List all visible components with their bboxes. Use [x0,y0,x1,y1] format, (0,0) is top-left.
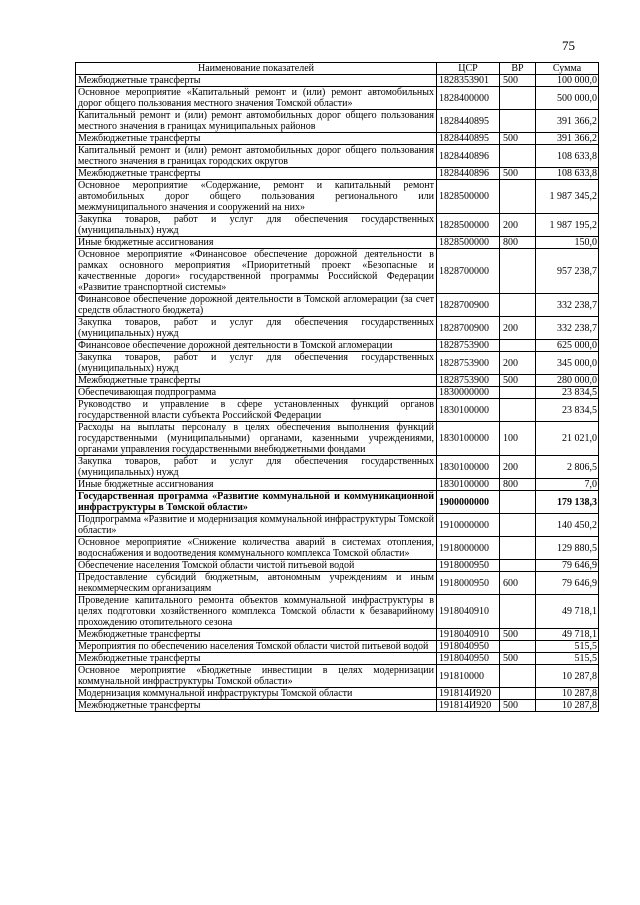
row-sum: 2 806,5 [536,456,599,479]
table-row [76,145,599,168]
row-csr: 1828440895 [437,133,500,145]
row-csr: 1918000950 [437,560,500,572]
table-row [76,352,599,375]
table-row [76,641,599,653]
row-vr [500,294,536,317]
row-sum: 1 987 195,2 [536,214,599,237]
row-name: Иные бюджетные ассигнования [76,237,437,249]
row-sum: 23 834,5 [536,387,599,399]
budget-table [75,62,599,712]
row-sum: 79 646,9 [536,572,599,595]
row-sum: 21 021,0 [536,422,599,456]
table-row [76,340,599,352]
row-name: Мероприятия по обеспечению населения Томской области чистой питьевой водой [76,641,437,653]
table-row [76,133,599,145]
row-vr: 500 [500,700,536,712]
row-sum: 49 718,1 [536,629,599,641]
row-name: Основное мероприятие «Снижение количества аварий в системах отопления, водоснабжения и водоотведения коммунального комплекса Томской области» [76,537,437,560]
row-vr: 800 [500,237,536,249]
row-vr [500,641,536,653]
table-row [76,87,599,110]
table-row [76,422,599,456]
row-name: Закупка товаров, работ и услуг для обеспечения государственных (муниципальных) нужд [76,456,437,479]
row-name: Государственная программа «Развитие коммунальной и коммуникационной инфраструктуры в Томской области» [76,491,437,514]
table-row [76,537,599,560]
row-vr [500,537,536,560]
row-vr [500,110,536,133]
row-vr [500,665,536,688]
header-sum: Сумма [536,63,599,75]
row-sum: 49 718,1 [536,595,599,629]
row-vr: 500 [500,375,536,387]
row-name: Основное мероприятие «Содержание, ремонт и капитальный ремонт автомобильных дорог общего пользования регионального или межмуниципального значения и сооружений на них» [76,180,437,214]
row-csr: 1828353901 [437,75,500,87]
row-sum: 108 633,8 [536,168,599,180]
table-header-row [76,63,599,75]
row-name: Закупка товаров, работ и услуг для обеспечения государственных (муниципальных) нужд [76,352,437,375]
row-csr: 1830100000 [437,399,500,422]
row-sum: 345 000,0 [536,352,599,375]
table-row [76,214,599,237]
row-csr: 1830100000 [437,479,500,491]
table-row [76,560,599,572]
row-csr: 1828400000 [437,87,500,110]
table-row [76,237,599,249]
row-name: Межбюджетные трансферты [76,629,437,641]
row-name: Проведение капитального ремонта объектов коммунальной инфраструктуры в целях подготовки хозяйственного комплекса Томской области к безаварийному прохождению отопительного сезона [76,595,437,629]
row-sum: 515,5 [536,653,599,665]
row-vr: 500 [500,168,536,180]
row-csr: 1918000950 [437,572,500,595]
row-vr: 500 [500,629,536,641]
row-vr [500,595,536,629]
row-vr [500,560,536,572]
row-sum: 100 000,0 [536,75,599,87]
row-name: Капитальный ремонт и (или) ремонт автомобильных дорог общего пользования местного значения в границах городских округов [76,145,437,168]
row-vr: 200 [500,214,536,237]
row-vr [500,340,536,352]
row-name: Капитальный ремонт и (или) ремонт автомобильных дорог общего пользования местного значения в границах муниципальных районов [76,110,437,133]
row-vr: 200 [500,317,536,340]
table-row [76,479,599,491]
row-name: Основное мероприятие «Финансовое обеспечение дорожной деятельности в рамках основного мероприятия «Приоритетный проект «Безопасные и качественные дороги» государственной программы Российской Федерации «Развитие транспортной системы» [76,249,437,294]
row-name: Закупка товаров, работ и услуг для обеспечения государственных (муниципальных) нужд [76,317,437,340]
row-name: Основное мероприятие «Бюджетные инвестиции в целях модернизации коммунальной инфраструктуры Томской области» [76,665,437,688]
row-csr: 191814И920 [437,700,500,712]
row-vr: 600 [500,572,536,595]
row-csr: 1918040950 [437,653,500,665]
row-vr [500,491,536,514]
table-row [76,387,599,399]
row-name: Межбюджетные трансферты [76,375,437,387]
row-vr [500,688,536,700]
row-name: Обеспечивающая подпрограмма [76,387,437,399]
row-vr [500,514,536,537]
row-sum: 150,0 [536,237,599,249]
table-row [76,700,599,712]
table-row [76,688,599,700]
row-csr: 1828500000 [437,237,500,249]
row-sum: 332 238,7 [536,317,599,340]
row-sum: 79 646,9 [536,560,599,572]
row-csr: 1828700900 [437,294,500,317]
row-vr [500,145,536,168]
row-csr: 1828753900 [437,352,500,375]
page-number: 75 [562,38,575,53]
row-name: Межбюджетные трансферты [76,168,437,180]
table-row [76,653,599,665]
row-vr: 200 [500,352,536,375]
row-vr: 100 [500,422,536,456]
table-row [76,75,599,87]
row-vr [500,87,536,110]
row-name: Руководство и управление в сфере установленных функций органов государственной власти субъекта Российской Федерации [76,399,437,422]
row-csr: 1828700900 [437,317,500,340]
row-name: Межбюджетные трансферты [76,133,437,145]
row-name: Закупка товаров, работ и услуг для обеспечения государственных (муниципальных) нужд [76,214,437,237]
row-name: Иные бюджетные ассигнования [76,479,437,491]
row-sum: 391 366,2 [536,133,599,145]
table-row [76,168,599,180]
table-row [76,110,599,133]
row-csr: 1828500000 [437,180,500,214]
row-vr [500,387,536,399]
row-sum: 500 000,0 [536,87,599,110]
row-name: Межбюджетные трансферты [76,700,437,712]
table-row [76,572,599,595]
table-row [76,514,599,537]
row-csr: 1910000000 [437,514,500,537]
row-sum: 391 366,2 [536,110,599,133]
row-csr: 1828700000 [437,249,500,294]
row-name: Межбюджетные трансферты [76,653,437,665]
row-csr: 191814И920 [437,688,500,700]
table-row [76,375,599,387]
row-vr [500,249,536,294]
table-row [76,595,599,629]
row-csr: 1828753900 [437,340,500,352]
row-sum: 10 287,8 [536,700,599,712]
row-name: Межбюджетные трансферты [76,75,437,87]
row-sum: 129 880,5 [536,537,599,560]
row-csr: 1918040910 [437,595,500,629]
header-vr: ВР [500,63,536,75]
row-csr: 1830000000 [437,387,500,399]
row-vr [500,399,536,422]
row-vr: 500 [500,75,536,87]
table-row [76,180,599,214]
row-csr: 1828753900 [437,375,500,387]
row-name: Основное мероприятие «Капитальный ремонт и (или) ремонт автомобильных дорог общего пользования местного значения Томской области» [76,87,437,110]
row-sum: 108 633,8 [536,145,599,168]
row-vr: 200 [500,456,536,479]
row-csr: 1828500000 [437,214,500,237]
row-name: Предоставление субсидий бюджетным, автономным учреждениям и иным некоммерческим организациям [76,572,437,595]
row-vr: 500 [500,653,536,665]
table-row [76,317,599,340]
row-vr: 500 [500,133,536,145]
row-sum: 10 287,8 [536,665,599,688]
row-sum: 10 287,8 [536,688,599,700]
row-csr: 1918040950 [437,641,500,653]
row-csr: 1900000000 [437,491,500,514]
header-name: Наименование показателей [76,63,437,75]
row-csr: 1918000000 [437,537,500,560]
row-csr: 1828440896 [437,145,500,168]
row-csr: 191810000 [437,665,500,688]
row-sum: 1 987 345,2 [536,180,599,214]
row-sum: 515,5 [536,641,599,653]
row-vr [500,180,536,214]
row-name: Расходы на выплаты персоналу в целях обеспечения выполнения функций государственными (муниципальными) органами, казенными учреждениями, органами управления государственными внебюджетными фондами [76,422,437,456]
table-row [76,456,599,479]
row-sum: 23 834,5 [536,399,599,422]
table-row [76,629,599,641]
row-sum: 332 238,7 [536,294,599,317]
row-csr: 1828440896 [437,168,500,180]
row-sum: 7,0 [536,479,599,491]
row-name: Финансовое обеспечение дорожной деятельности в Томской агломерации (за счет средств областного бюджета) [76,294,437,317]
row-name: Модернизация коммунальной инфраструктуры Томской области [76,688,437,700]
row-sum: 957 238,7 [536,249,599,294]
row-csr: 1830100000 [437,456,500,479]
row-name: Подпрограмма «Развитие и модернизация коммунальной инфраструктуры Томской области» [76,514,437,537]
row-csr: 1830100000 [437,422,500,456]
row-name: Финансовое обеспечение дорожной деятельности в Томской агломерации [76,340,437,352]
table-row [76,249,599,294]
header-csr: ЦСР [437,63,500,75]
table-row [76,665,599,688]
row-sum: 625 000,0 [536,340,599,352]
table-row [76,294,599,317]
row-vr: 800 [500,479,536,491]
row-name: Обеспечение населения Томской области чистой питьевой водой [76,560,437,572]
table-row [76,399,599,422]
row-csr: 1918040910 [437,629,500,641]
row-sum: 179 138,3 [536,491,599,514]
row-sum: 140 450,2 [536,514,599,537]
table-row [76,491,599,514]
row-sum: 280 000,0 [536,375,599,387]
row-csr: 1828440895 [437,110,500,133]
